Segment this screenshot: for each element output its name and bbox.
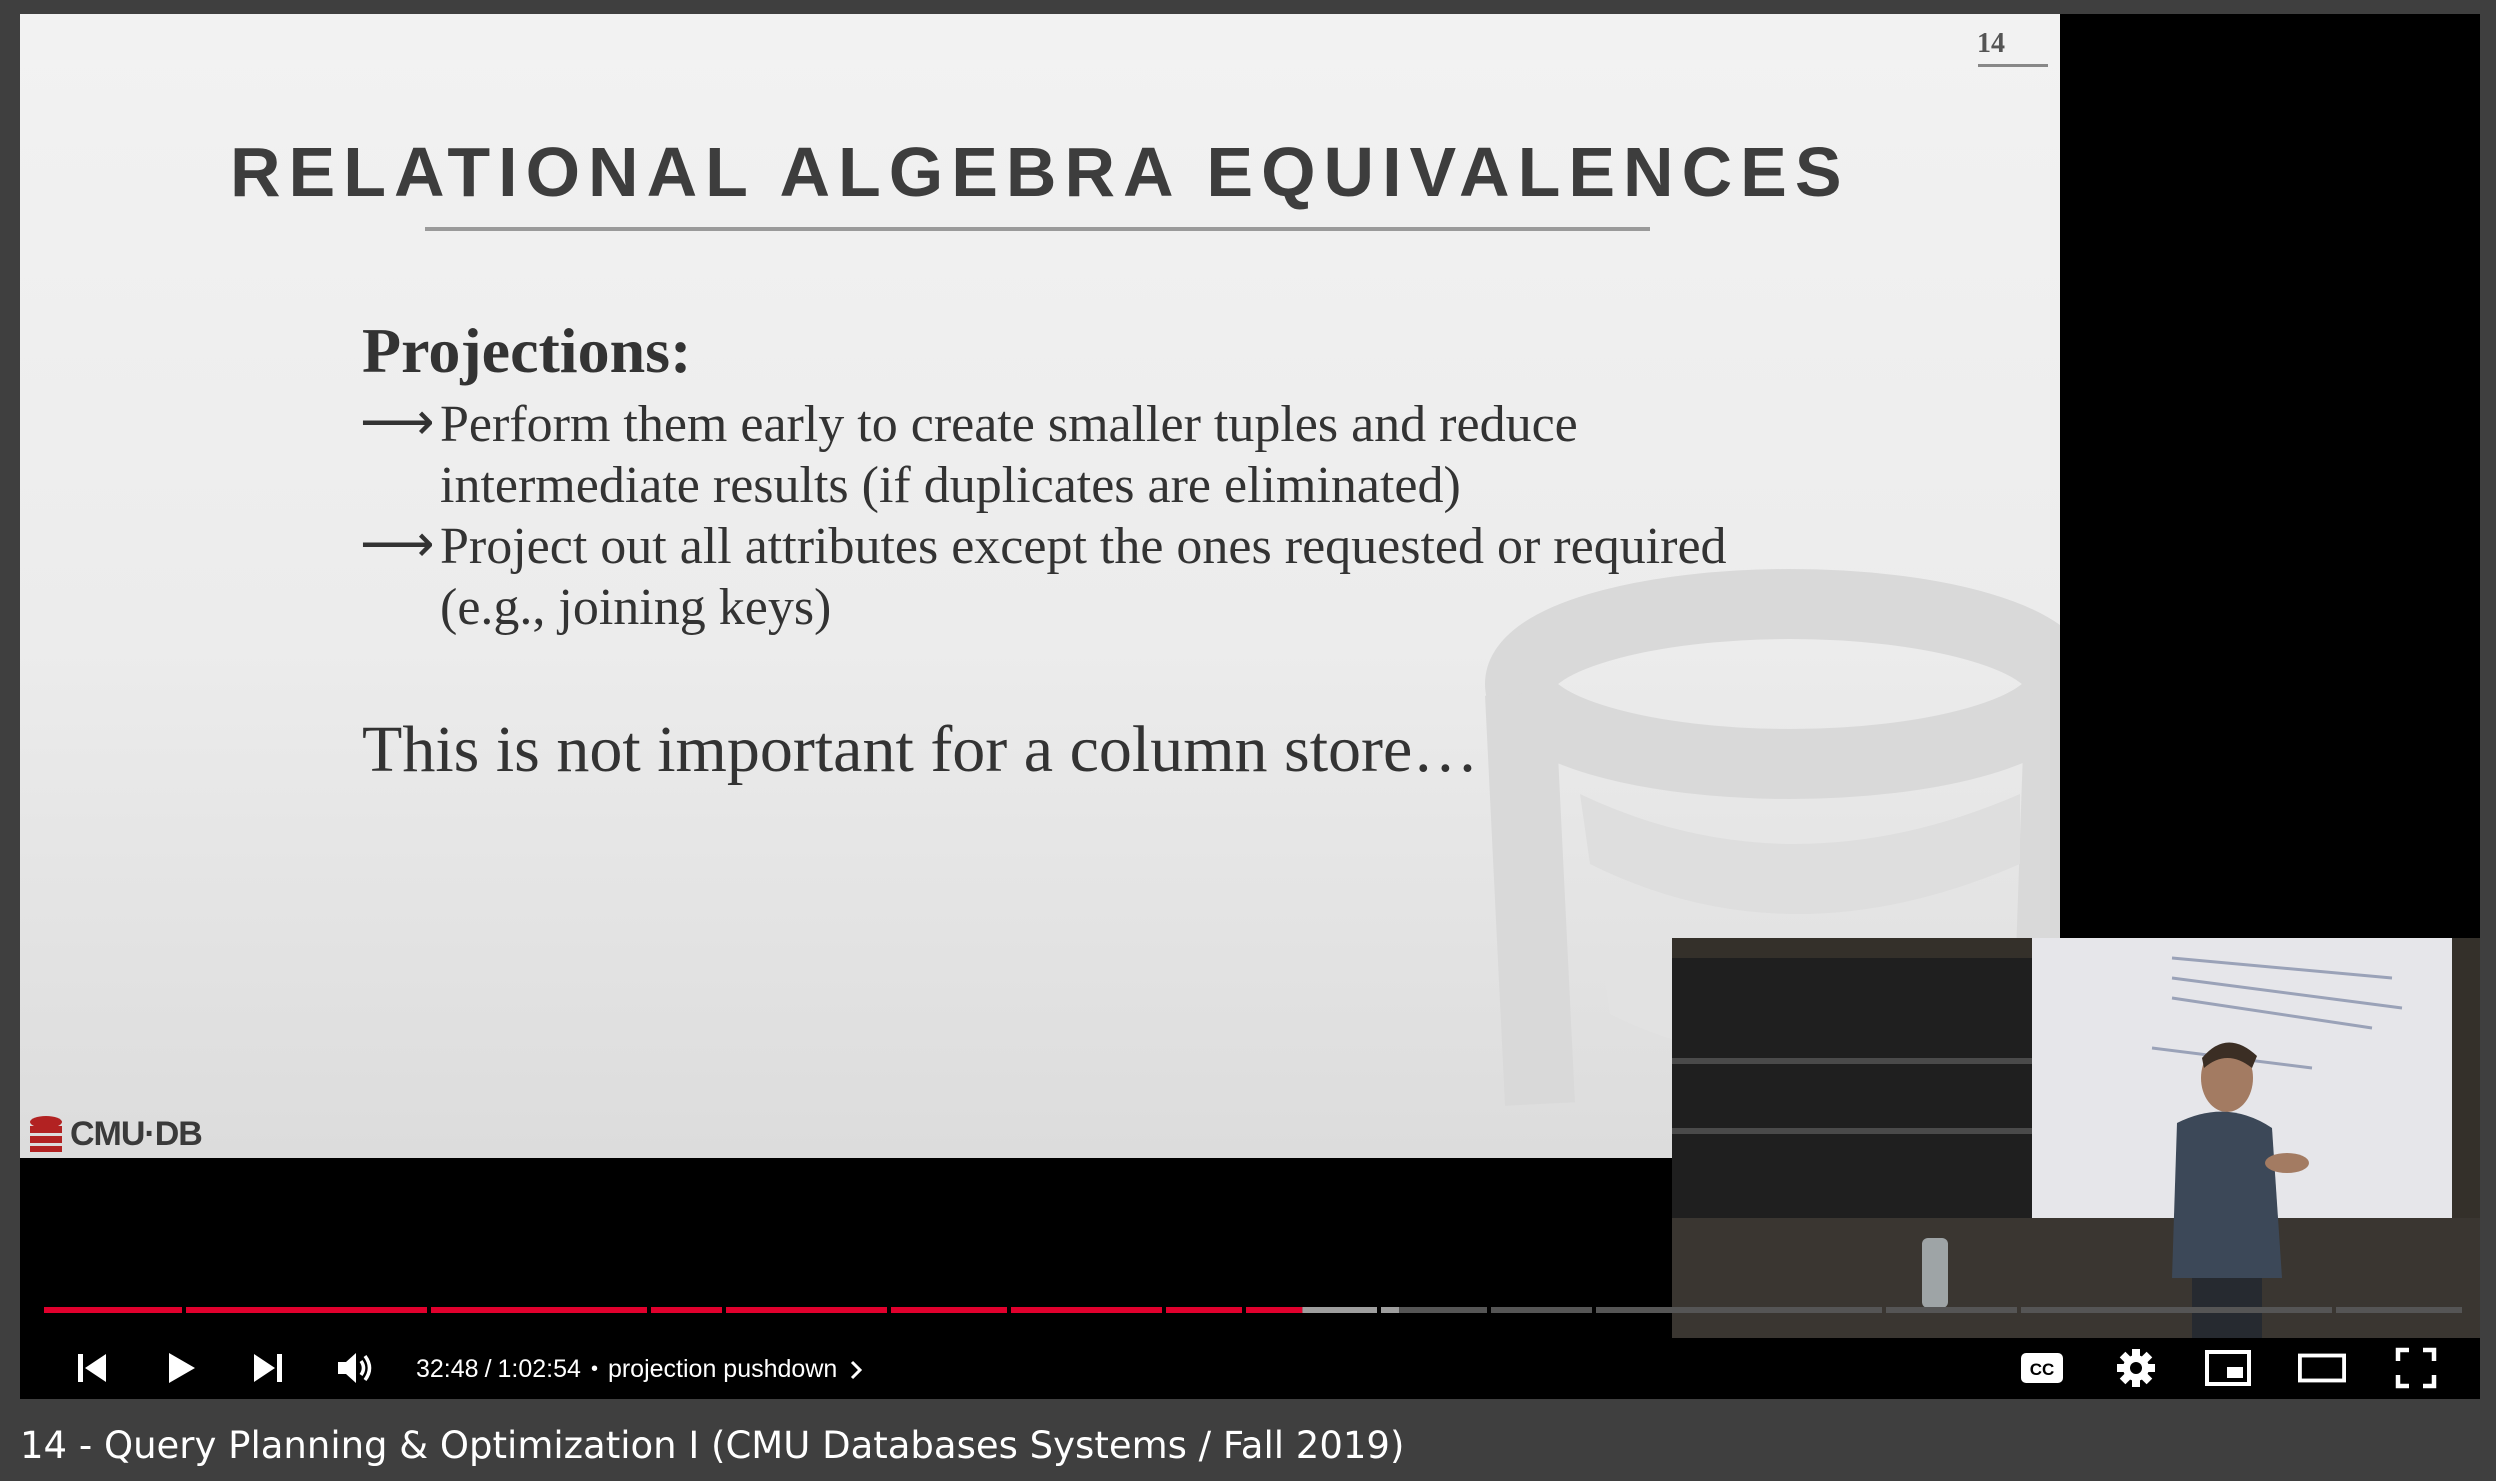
bullet-arrow: ⟶ (360, 516, 435, 573)
progress-segment[interactable] (1011, 1307, 1162, 1313)
progress-segment[interactable] (1246, 1307, 1302, 1313)
progress-segment[interactable] (1886, 1307, 2017, 1313)
bullet-arrow: ⟶ (360, 394, 435, 451)
play-icon (160, 1348, 200, 1388)
closed-captions-icon (2019, 1350, 2065, 1386)
slide-statement: This is not important for a column store… (362, 713, 1479, 786)
miniplayer-icon (2205, 1350, 2251, 1386)
duration: 1:02:54 (497, 1355, 581, 1383)
progress-segment[interactable] (1302, 1307, 1377, 1313)
skip-previous-icon (72, 1348, 112, 1388)
svg-text:CC: CC (2029, 1360, 2055, 1379)
progress-segment[interactable] (1596, 1307, 1882, 1313)
chapter-title-button[interactable] (608, 1355, 863, 1384)
database-logo-icon (26, 1114, 66, 1154)
lecturer-video-frame (1672, 938, 2480, 1338)
fullscreen-button[interactable] (2392, 1344, 2440, 1392)
slide-number-underline (1978, 64, 2048, 67)
play-button[interactable] (156, 1344, 204, 1392)
progress-segment[interactable] (726, 1307, 887, 1313)
chevron-right-icon (849, 1359, 863, 1381)
slide-title: RELATIONAL ALGEBRA EQUIVALENCES (230, 133, 1850, 211)
chapter-separator: • (590, 1358, 598, 1380)
next-button[interactable] (244, 1344, 292, 1392)
progress-bar[interactable] (44, 1300, 2464, 1306)
progress-segment[interactable] (1491, 1307, 1592, 1313)
progress-segment[interactable] (2021, 1307, 2332, 1313)
chapter-title: projection pushdown (607, 1355, 838, 1383)
progress-segment[interactable] (2336, 1307, 2462, 1313)
progress-segment[interactable] (1381, 1307, 1399, 1313)
previous-button[interactable] (68, 1344, 116, 1392)
time-display (416, 1355, 863, 1384)
video-player[interactable] (20, 14, 2480, 1399)
bullet-item: Perform them early to create smaller tuples and reduce intermediate results (if duplicates are eliminated) (440, 396, 1578, 514)
progress-segment[interactable] (1399, 1307, 1487, 1313)
cmu-db-logo (26, 1114, 202, 1154)
title-underline (425, 227, 1650, 231)
volume-button[interactable] (332, 1344, 380, 1392)
progress-segment[interactable] (1166, 1307, 1242, 1313)
lecturer-camera-feed (1672, 938, 2480, 1338)
time-separator: / (484, 1355, 492, 1383)
fullscreen-icon (2395, 1347, 2437, 1389)
section-heading: Projections: (362, 315, 692, 386)
slide-number: 14 (1977, 28, 2005, 59)
progress-segment[interactable] (186, 1307, 427, 1313)
settings-button[interactable] (2112, 1344, 2160, 1392)
video-title[interactable]: 14 - Query Planning & Optimization I (CMU Databases Systems / Fall 2019) (20, 1424, 1405, 1467)
progress-track[interactable] (44, 1307, 2464, 1313)
progress-segment[interactable] (891, 1307, 1007, 1313)
current-time: 32:48 (416, 1355, 479, 1383)
progress-segment[interactable] (44, 1307, 182, 1313)
skip-next-icon (248, 1348, 288, 1388)
volume-icon (334, 1348, 378, 1388)
progress-segment[interactable] (431, 1307, 647, 1313)
miniplayer-button[interactable] (2204, 1344, 2252, 1392)
player-controls (20, 1314, 2480, 1399)
progress-segment[interactable] (651, 1307, 722, 1313)
bullet-item: Project out all attributes except the ones requested or required (e.g., joining keys) (440, 518, 1727, 636)
captions-button[interactable] (2018, 1344, 2066, 1392)
theater-mode-button[interactable] (2298, 1344, 2346, 1392)
theater-mode-icon (2298, 1351, 2346, 1385)
logo-text: CMU·DB (70, 1114, 202, 1153)
gear-icon (2115, 1347, 2157, 1389)
